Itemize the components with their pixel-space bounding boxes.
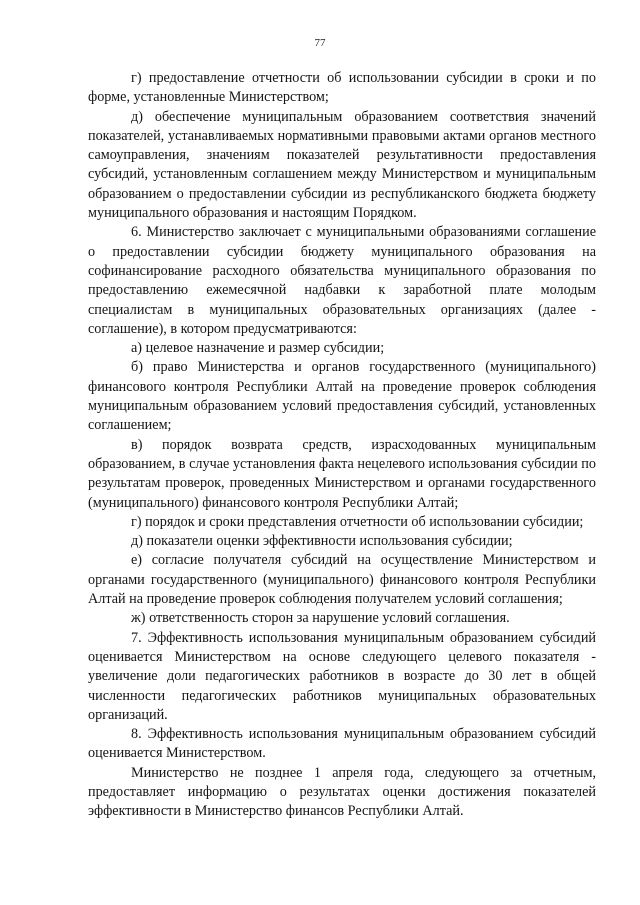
paragraph-item-a: а) целевое назначение и размер субсидии; [131,340,385,357]
paragraph-item-g: г) порядок и сроки представления отчетности об использовании субсидии; [131,513,584,530]
paragraph-item-e: е) согласие получателя субсидий на осуществление Министерством и органами государственного (муниципального) финансового контроля Республики Алтай на проведение проверок соблюдения получателем условий соглашения; [88,552,596,608]
page-number: 77 [314,37,326,49]
document-body [88,69,596,822]
paragraph-item-b: б) право Министерства и органов государственного (муниципального) финансового контроля Республики Алтай на проведение проверок соблюдения муниципальным образованием условий предоставления субсидий, установленных соглашением; [88,359,596,434]
paragraph-item-6-agreement: 6. Министерство заключает с муниципальными образованиями соглашение о предоставлении субсидии бюджету муниципального образования на софинансирование расходного обязательства муниципального образования по предоставлению ежемесячной надбавки к заработной плате молодым специалистам в муниципальных образовательных организациях (далее - соглашение), в котором предусматриваются: [88,224,596,337]
paragraph-item-8-effectiveness: 8. Эффективность использования муниципальным образованием субсидий оценивается Министерством. [88,726,596,762]
paragraph-item-v: в) порядок возврата средств, израсходованных муниципальным образованием, в случае установления факта нецелевого использования субсидии по результатам проверок, проведенных Министерством и органами государственного (муниципального) финансового контроля Республики Алтай; [88,436,596,511]
paragraph-item-d: д) показатели оценки эффективности использования субсидии; [131,533,513,550]
paragraph-ministry-report: Министерство не позднее 1 апреля года, следующего за отчетным, предоставляет информацию о результатах оценки достижения показателей эффективности в Министерство финансов Республики Алтай. [88,764,596,820]
paragraph-item-zh: ж) ответственность сторон за нарушение условий соглашения. [131,610,510,627]
paragraph-item-7-effectiveness: 7. Эффективность использования муниципальным образованием субсидий оценивается Министерством на основе следующего целевого показателя - увеличение доли педагогических работников в возрасте до 30 лет в общей численности педагогических работников муниципальных образовательных организаций. [88,629,596,723]
paragraph-report-submission: г) предоставление отчетности об использовании субсидии в сроки и по форме, установленные Министерством; [88,70,596,106]
paragraph-indicator-compliance: д) обеспечение муниципальным образованием соответствия значений показателей, устанавливаемых нормативными правовыми актами органов местного самоуправления, значениям показателей результативности предоставления субсидий, установленным соглашением между Министерством и муниципальным образованием о предоставлении субсидии из республиканского бюджета бюджету муниципального образования и настоящим Порядком. [88,108,596,222]
